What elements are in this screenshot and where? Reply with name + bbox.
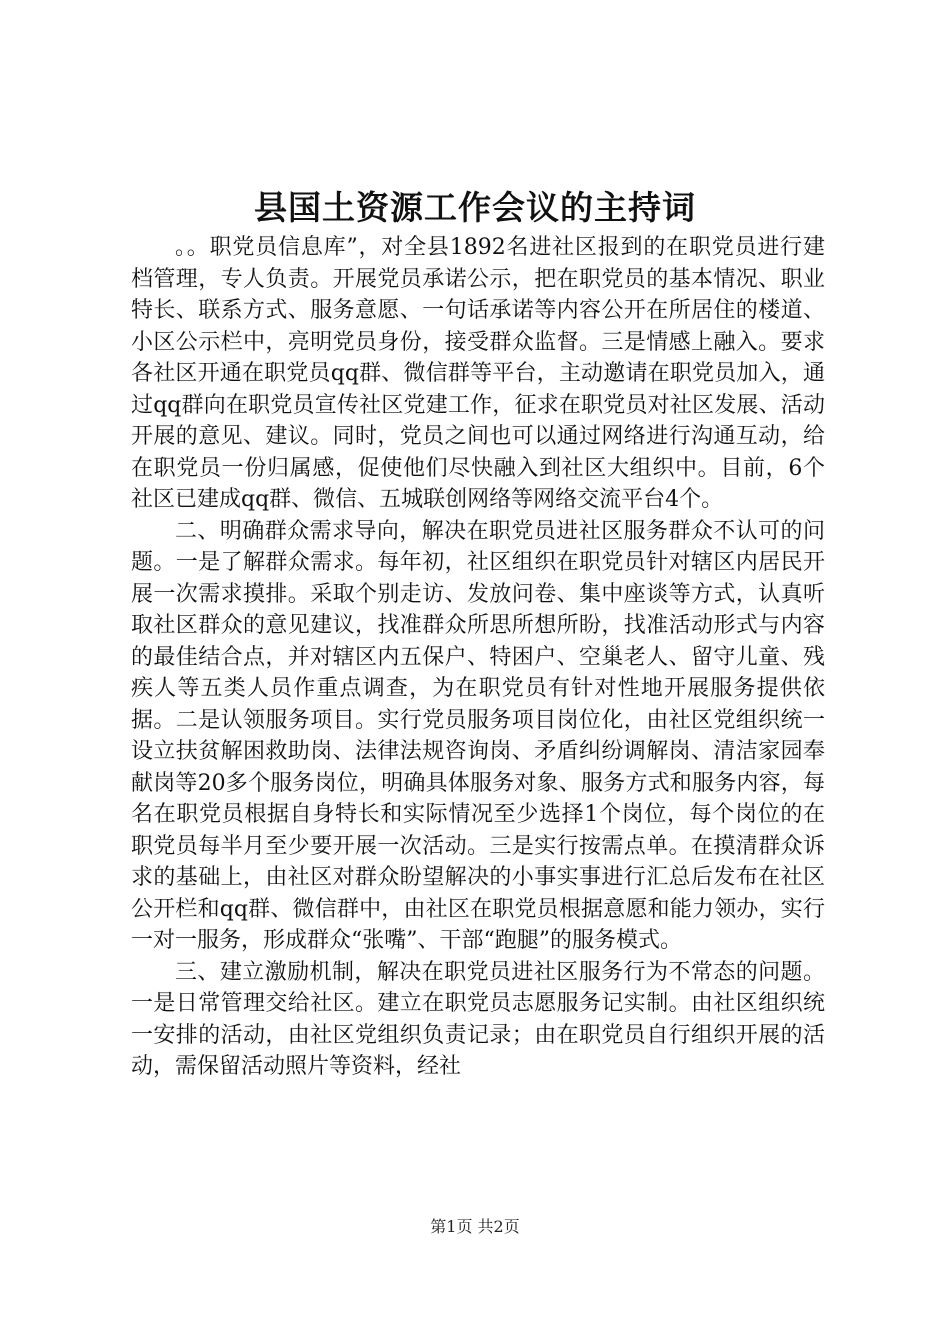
document-body <box>131 232 825 1083</box>
document-title: 县国土资源工作会议的主持词 <box>254 188 696 227</box>
paragraph-3: 三、建立激励机制，解决在职党员进社区服务行为不常态的问题。一是日常管理交给社区。建立在职党员志愿服务记实制。由社区组织统一安排的活动，由社区党组织负责记录；由在职党员自行组织开展的活动，需保留活动照片等资料，经社 <box>131 959 825 1079</box>
page-number-footer: 第1页 共2页 <box>430 1217 520 1236</box>
paragraph-2: 二、明确群众需求导向，解决在职党员进社区服务群众不认可的问题。一是了解群众需求。每年初，社区组织在职党员针对辖区内居民开展一次需求摸排。采取个别走访、发放问卷、集中座谈等方式，认真听取社区群众的意见建议，找准群众所思所想所盼，找准活动形式与内容的最佳结合点，并对辖区内五保户、特困户、空巢老人、留守儿童、残疾人等五类人员作重点调查，为在职党员有针对性地开展服务提供依据。二是认领服务项目。实行党员服务项目岗位化，由社区党组织统一设立扶贫解困救助岗、法律法规咨询岗、矛盾纠纷调解岗、清洁家园奉献岗等20多个服务岗位，明确具体服务对象、服务方式和服务内容，每名在职党员根据自身特长和实际情况至少选择1个岗位，每个岗位的在职党员每半月至少要开展一次活动。三是实行按需点单。在摸清群众诉求的基础上，由社区对群众盼望解决的小事实事进行汇总后发布在社区公开栏和qq群、微信群中，由社区在职党员根据意愿和能力领办，实行一对一服务，形成群众“张嘴”、干部“跑腿”的服务模式。 <box>131 518 825 953</box>
paragraph-1: 。。职党员信息库”，对全县1892名进社区报到的在职党员进行建档管理，专人负责。开展党员承诺公示，把在职党员的基本情况、职业特长、联系方式、服务意愿、一句话承诺等内容公开在所居住的楼道、小区公示栏中，亮明党员身份，接受群众监督。三是情感上融入。要求各社区开通在职党员qq群、微信群等平台，主动邀请在职党员加入，通过qq群向在职党员宣传社区党建工作，征求在职党员对社区发展、活动开展的意见、建议。同时，党员之间也可以通过网络进行沟通互动，给在职党员一份归属感，促使他们尽快融入到社区大组织中。目前，6个社区已建成qq群、微信、五城联创网络等网络交流平台4个。 <box>131 235 825 512</box>
